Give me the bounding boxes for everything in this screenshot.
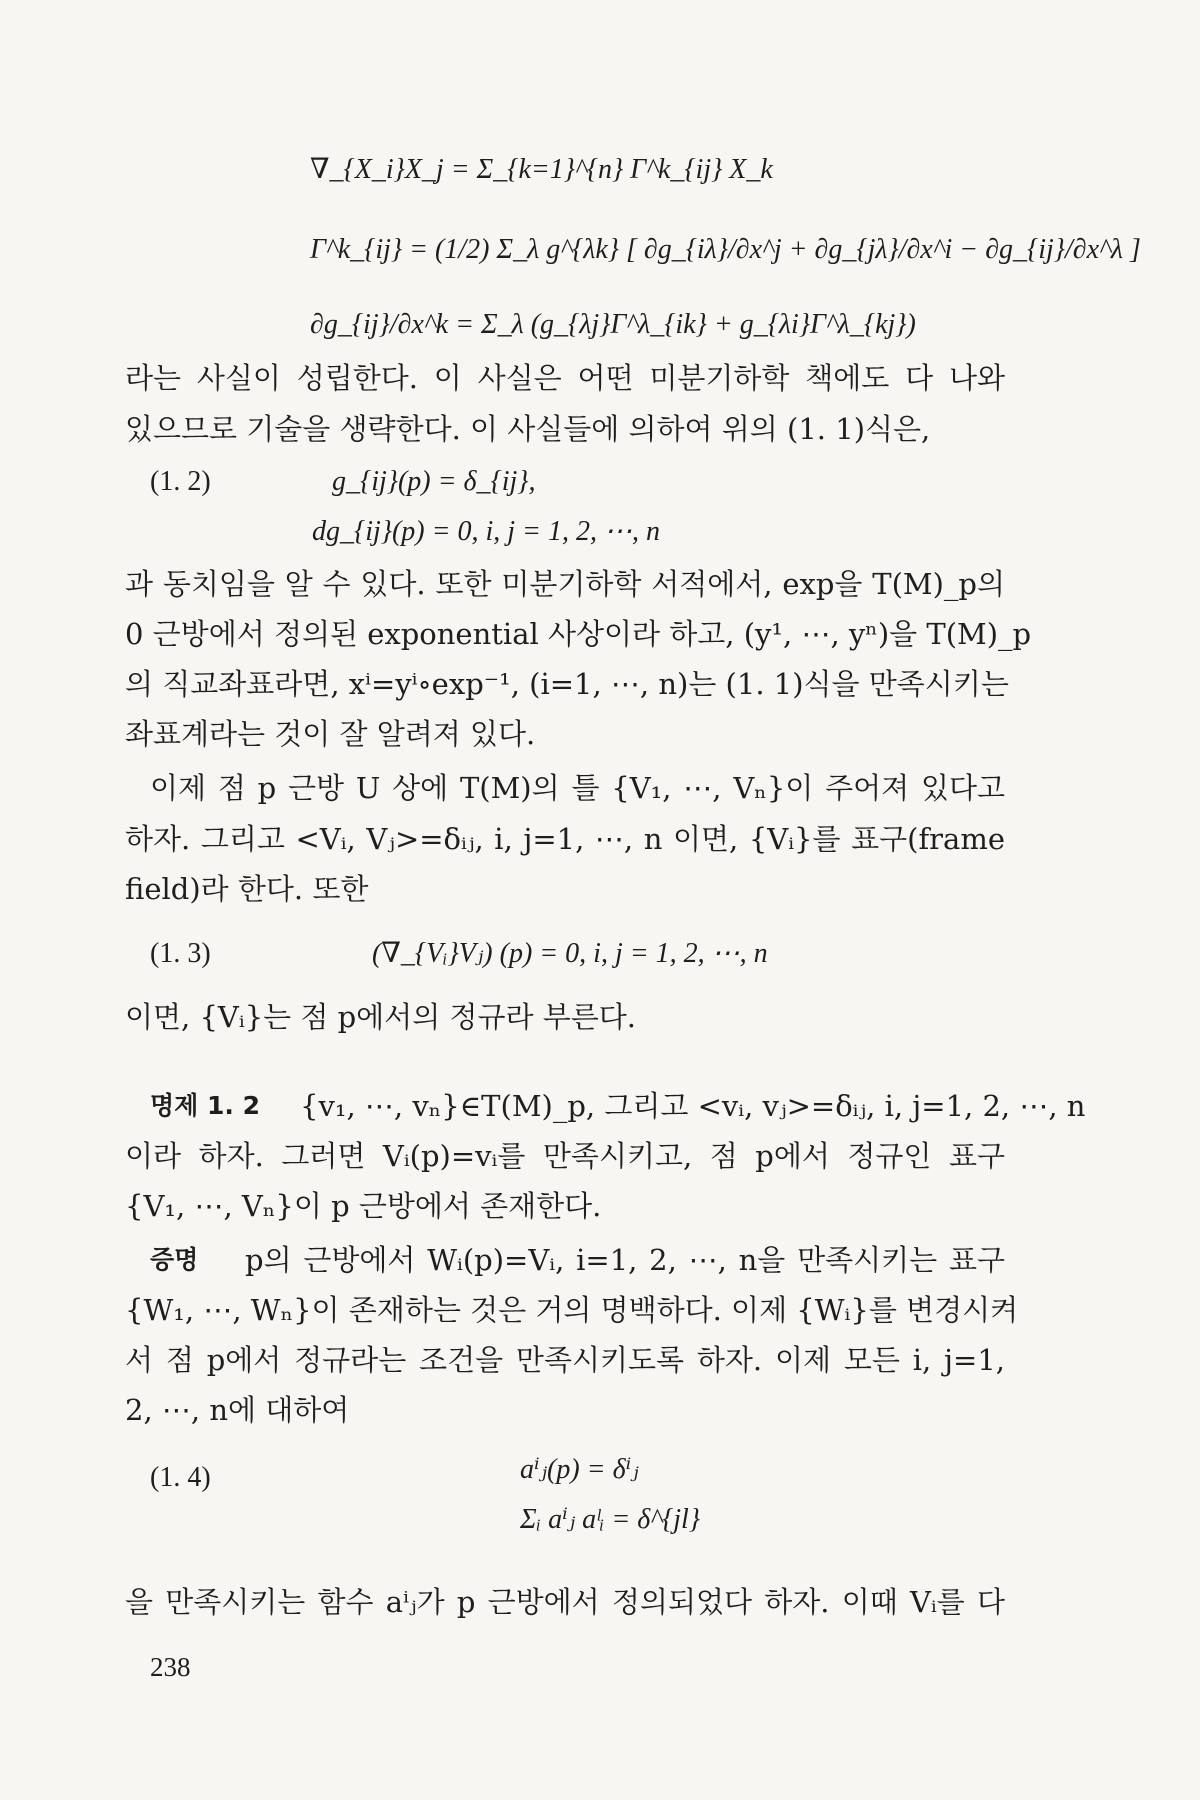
formula-christoffel: Γ^k_{ij} = (1/2) Σ_λ g^{λk} [ ∂g_{iλ}/∂x^j + ∂g_{jλ}/∂x^i − ∂g_{ij}/∂x^λ ]: [310, 234, 1141, 265]
paragraph-line: {W₁, ⋯, Wₙ}이 존재하는 것은 거의 명백하다. 이제 {Wᵢ}를 변경시켜: [125, 1293, 1019, 1327]
equation-number: (1. 3): [150, 938, 211, 969]
equation-line: (∇_{Vᵢ}Vⱼ) (p) = 0, i, j = 1, 2, ⋯, n: [372, 938, 768, 969]
paragraph-line: 라는 사실이 성립한다. 이 사실은 어떤 미분기하학 책에도 다 나와: [125, 361, 1005, 395]
paragraph-line: 하자. 그리고 <Vᵢ, Vⱼ>=δᵢⱼ, i, j=1, ⋯, n 이면, {Vᵢ}를 표구(frame: [125, 822, 1005, 856]
paragraph-line: 서 점 p에서 정규라는 조건을 만족시키도록 하자. 이제 모든 i, j=1,: [125, 1343, 1005, 1377]
equation-line: Σᵢ aⁱⱼ aˡᵢ = δ^{jl}: [520, 1504, 701, 1535]
page-number: 238: [150, 1652, 191, 1682]
paragraph-line: 과 동치임을 알 수 있다. 또한 미분기하학 서적에서, exp을 T(M)_p의: [125, 567, 1005, 601]
paragraph-line: 2, ⋯, n에 대하여: [125, 1393, 350, 1427]
proof-heading: 증명: [150, 1245, 199, 1274]
formula-covariant-derivative: ∇_{X_i}X_j = Σ_{k=1}^{n} Γ^k_{ij} X_k: [310, 154, 773, 185]
paragraph-line: 을 만족시키는 함수 aⁱⱼ가 p 근방에서 정의되었다 하자. 이때 Vᵢ를 다: [125, 1585, 1005, 1619]
proposition-heading: 명제 1. 2: [150, 1091, 260, 1120]
paragraph-line: {v₁, ⋯, vₙ}∈T(M)_p, 그리고 <vᵢ, vⱼ>=δᵢⱼ, i, j=1, 2, ⋯, n: [300, 1089, 1086, 1123]
equation-line: dg_{ij}(p) = 0, i, j = 1, 2, ⋯, n: [312, 516, 660, 547]
paragraph-line: 이면, {Vᵢ}는 점 p에서의 정규라 부른다.: [125, 1000, 636, 1034]
paragraph-line: 이라 하자. 그러면 Vᵢ(p)=vᵢ를 만족시키고, 점 p에서 정규인 표구: [125, 1139, 1005, 1173]
paragraph-line: 의 직교좌표라면, xⁱ=yⁱ∘exp⁻¹, (i=1, ⋯, n)는 (1. 1)식을 만족시키는: [125, 667, 1009, 701]
paragraph-line: 좌표계라는 것이 잘 알려져 있다.: [125, 717, 536, 751]
equation-number: (1. 2): [150, 466, 211, 497]
equation-line: g_{ij}(p) = δ_{ij},: [332, 466, 536, 497]
paragraph-line: {V₁, ⋯, Vₙ}이 p 근방에서 존재한다.: [125, 1189, 602, 1223]
paragraph-line: 이제 점 p 근방 U 상에 T(M)의 틀 {V₁, ⋯, Vₙ}이 주어져 있다고: [150, 771, 1005, 805]
equation-line: aⁱⱼ(p) = δⁱⱼ: [520, 1454, 639, 1485]
formula-metric-derivative: ∂g_{ij}/∂x^k = Σ_λ (g_{λj}Γ^λ_{ik} + g_{λi}Γ^λ_{kj}): [310, 309, 916, 340]
paragraph-line: p의 근방에서 Wᵢ(p)=Vᵢ, i=1, 2, ⋯, n을 만족시키는 표구: [245, 1243, 1005, 1277]
paragraph-line: 0 근방에서 정의된 exponential 사상이라 하고, (y¹, ⋯, yⁿ)을 T(M)_p: [125, 617, 1032, 651]
paragraph-line: field)라 한다. 또한: [125, 872, 369, 906]
equation-number: (1. 4): [150, 1462, 211, 1493]
paragraph-line: 있으므로 기술을 생략한다. 이 사실들에 의하여 위의 (1. 1)식은,: [125, 412, 931, 446]
